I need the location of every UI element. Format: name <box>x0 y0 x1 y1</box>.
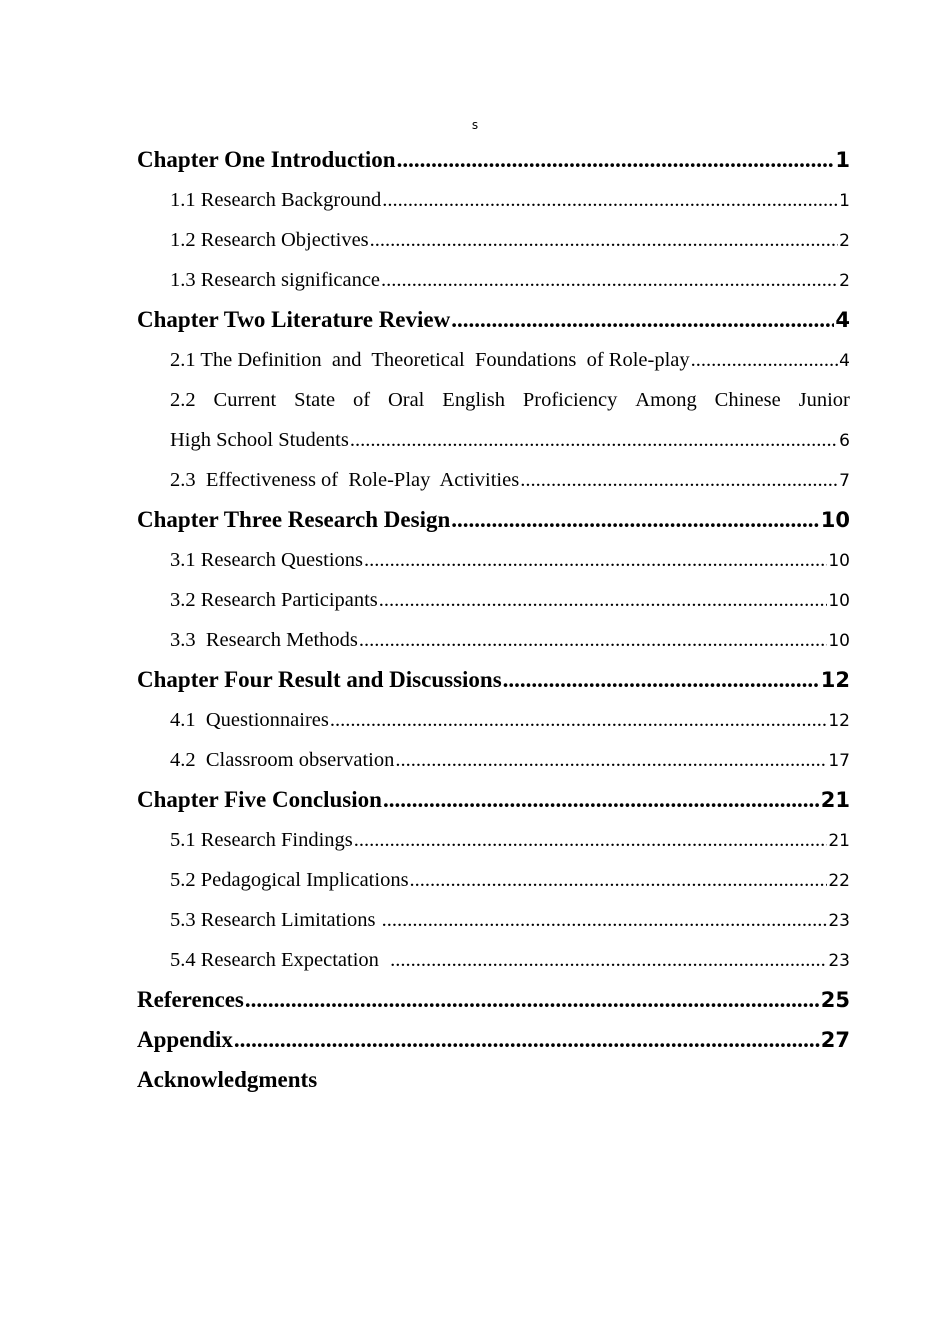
toc-entry-title: 3.3 Research Methods <box>170 629 358 651</box>
toc-entry-title: 4.2 Classroom observation <box>170 749 395 771</box>
toc-page-number: 2 <box>839 231 850 251</box>
toc-entry-title: 4.1 Questionnaires <box>170 709 329 731</box>
toc-word: Current <box>213 389 277 411</box>
dot-leader <box>379 580 828 620</box>
toc-page-number: 7 <box>839 471 850 491</box>
toc-entry-title: 5.3 Research Limitations <box>170 909 381 931</box>
toc-entry-5-4[interactable] <box>137 940 850 980</box>
toc-page-number: 21 <box>820 788 850 812</box>
toc-word: Among <box>635 389 697 411</box>
toc-entry-3-1[interactable] <box>137 540 850 580</box>
toc-page-number: 21 <box>828 831 850 851</box>
toc-entry-1-3[interactable] <box>137 260 850 300</box>
toc-entry-chapter-five[interactable] <box>137 780 850 820</box>
toc-entry-title: 5.4 Research Expectation <box>170 949 390 971</box>
dot-leader <box>350 420 838 460</box>
toc-entry-title: Chapter Three Research Design <box>137 507 451 532</box>
toc-page-number: 10 <box>828 551 850 571</box>
dot-leader <box>370 220 839 260</box>
toc-entry-title: Chapter Four Result and Discussions <box>137 667 502 692</box>
toc-entry-3-3[interactable] <box>137 620 850 660</box>
toc-entry-title: High School Students <box>170 429 349 451</box>
toc-page-number: 25 <box>820 988 850 1012</box>
dot-leader <box>359 620 827 660</box>
toc-entry-title: Chapter Five Conclusion <box>137 787 382 812</box>
toc-page-number: 1 <box>835 148 850 172</box>
toc-entry-chapter-three[interactable] <box>137 500 850 540</box>
toc-word: Chinese <box>714 389 781 411</box>
toc-entry-title: 2.3 Effectiveness of Role-Play Activities <box>170 469 520 491</box>
toc-entry-title: References <box>137 987 244 1012</box>
toc-entry-title: 2.1 The Definition and Theoretical Foundations of Role-play <box>170 349 690 371</box>
header-mark: s <box>471 118 479 132</box>
toc-page-number: 23 <box>828 911 850 931</box>
toc-entry-2-2-line1[interactable] <box>137 380 850 420</box>
toc-entry-2-1[interactable] <box>137 340 850 380</box>
toc-page-number: 10 <box>828 631 850 651</box>
dot-leader <box>451 500 820 540</box>
dot-leader <box>245 980 820 1020</box>
toc-page-number: 4 <box>835 308 850 332</box>
dot-leader <box>410 860 828 900</box>
toc-entry-title: 1.3 Research significance <box>170 269 381 291</box>
toc-entry-chapter-one[interactable] <box>137 140 850 180</box>
dot-leader <box>390 940 827 980</box>
toc-page-number: 12 <box>820 668 850 692</box>
dot-leader <box>520 460 838 500</box>
dot-leader <box>234 1020 820 1060</box>
toc-entry-5-3[interactable] <box>137 900 850 940</box>
dot-leader <box>330 700 828 740</box>
toc-entry-acknowledgments[interactable] <box>137 1060 850 1100</box>
toc-page-number: 10 <box>820 508 850 532</box>
toc-page-number: 4 <box>839 351 850 371</box>
toc-page-number: 1 <box>839 191 850 211</box>
dot-leader <box>383 780 820 820</box>
dot-leader <box>395 740 827 780</box>
toc-word: 2.2 <box>170 389 196 411</box>
toc-entry-1-1[interactable] <box>137 180 850 220</box>
toc-word: Oral <box>387 389 425 411</box>
toc-page-number: 27 <box>820 1028 850 1052</box>
toc-page-number: 12 <box>828 711 850 731</box>
toc-entry-title: Chapter One Introduction <box>137 147 396 172</box>
toc-entry-title: 3.2 Research Participants <box>170 589 378 611</box>
toc-entry-1-2[interactable] <box>137 220 850 260</box>
toc-entry-chapter-four[interactable] <box>137 660 850 700</box>
toc-entry-title: Appendix <box>137 1027 233 1052</box>
toc-page-number: 10 <box>828 591 850 611</box>
toc-entry-title: Acknowledgments <box>137 1067 318 1092</box>
toc-page-number: 6 <box>839 431 850 451</box>
toc-entry-title: 5.1 Research Findings <box>170 829 353 851</box>
toc-entry-title: 5.2 Pedagogical Implications <box>170 869 409 891</box>
toc-entry-appendix[interactable] <box>137 1020 850 1060</box>
toc-word: of <box>352 389 371 411</box>
dot-leader <box>382 900 828 940</box>
dot-leader <box>503 660 820 700</box>
toc-entry-title: Chapter Two Literature Review <box>137 307 451 332</box>
toc-entry-title: 1.2 Research Objectives <box>170 229 369 251</box>
dot-leader <box>381 260 838 300</box>
dot-leader <box>691 340 839 380</box>
toc-entry-title: 3.1 Research Questions <box>170 549 363 571</box>
toc-entry-2-3[interactable] <box>137 460 850 500</box>
toc-word: English <box>442 389 505 411</box>
toc-word: State <box>294 389 336 411</box>
toc-entry-4-2[interactable] <box>137 740 850 780</box>
toc-page-number: 2 <box>839 271 850 291</box>
toc-word: Junior <box>798 389 850 411</box>
toc-word: Proficiency <box>522 389 618 411</box>
toc-page-number: 22 <box>828 871 850 891</box>
toc-entry-chapter-two[interactable] <box>137 300 850 340</box>
toc-entry-references[interactable] <box>137 980 850 1020</box>
dot-leader <box>354 820 828 860</box>
table-of-contents <box>137 140 850 1100</box>
toc-page-number: 17 <box>828 751 850 771</box>
dot-leader <box>397 140 835 180</box>
dot-leader <box>451 300 834 340</box>
toc-entry-3-2[interactable] <box>137 580 850 620</box>
toc-entry-4-1[interactable] <box>137 700 850 740</box>
toc-page-number: 23 <box>828 951 850 971</box>
dot-leader <box>382 180 838 220</box>
toc-entry-2-2-line2[interactable] <box>137 420 850 460</box>
toc-entry-5-2[interactable] <box>137 860 850 900</box>
toc-entry-5-1[interactable] <box>137 820 850 860</box>
toc-entry-title: 1.1 Research Background <box>170 189 382 211</box>
dot-leader <box>364 540 827 580</box>
